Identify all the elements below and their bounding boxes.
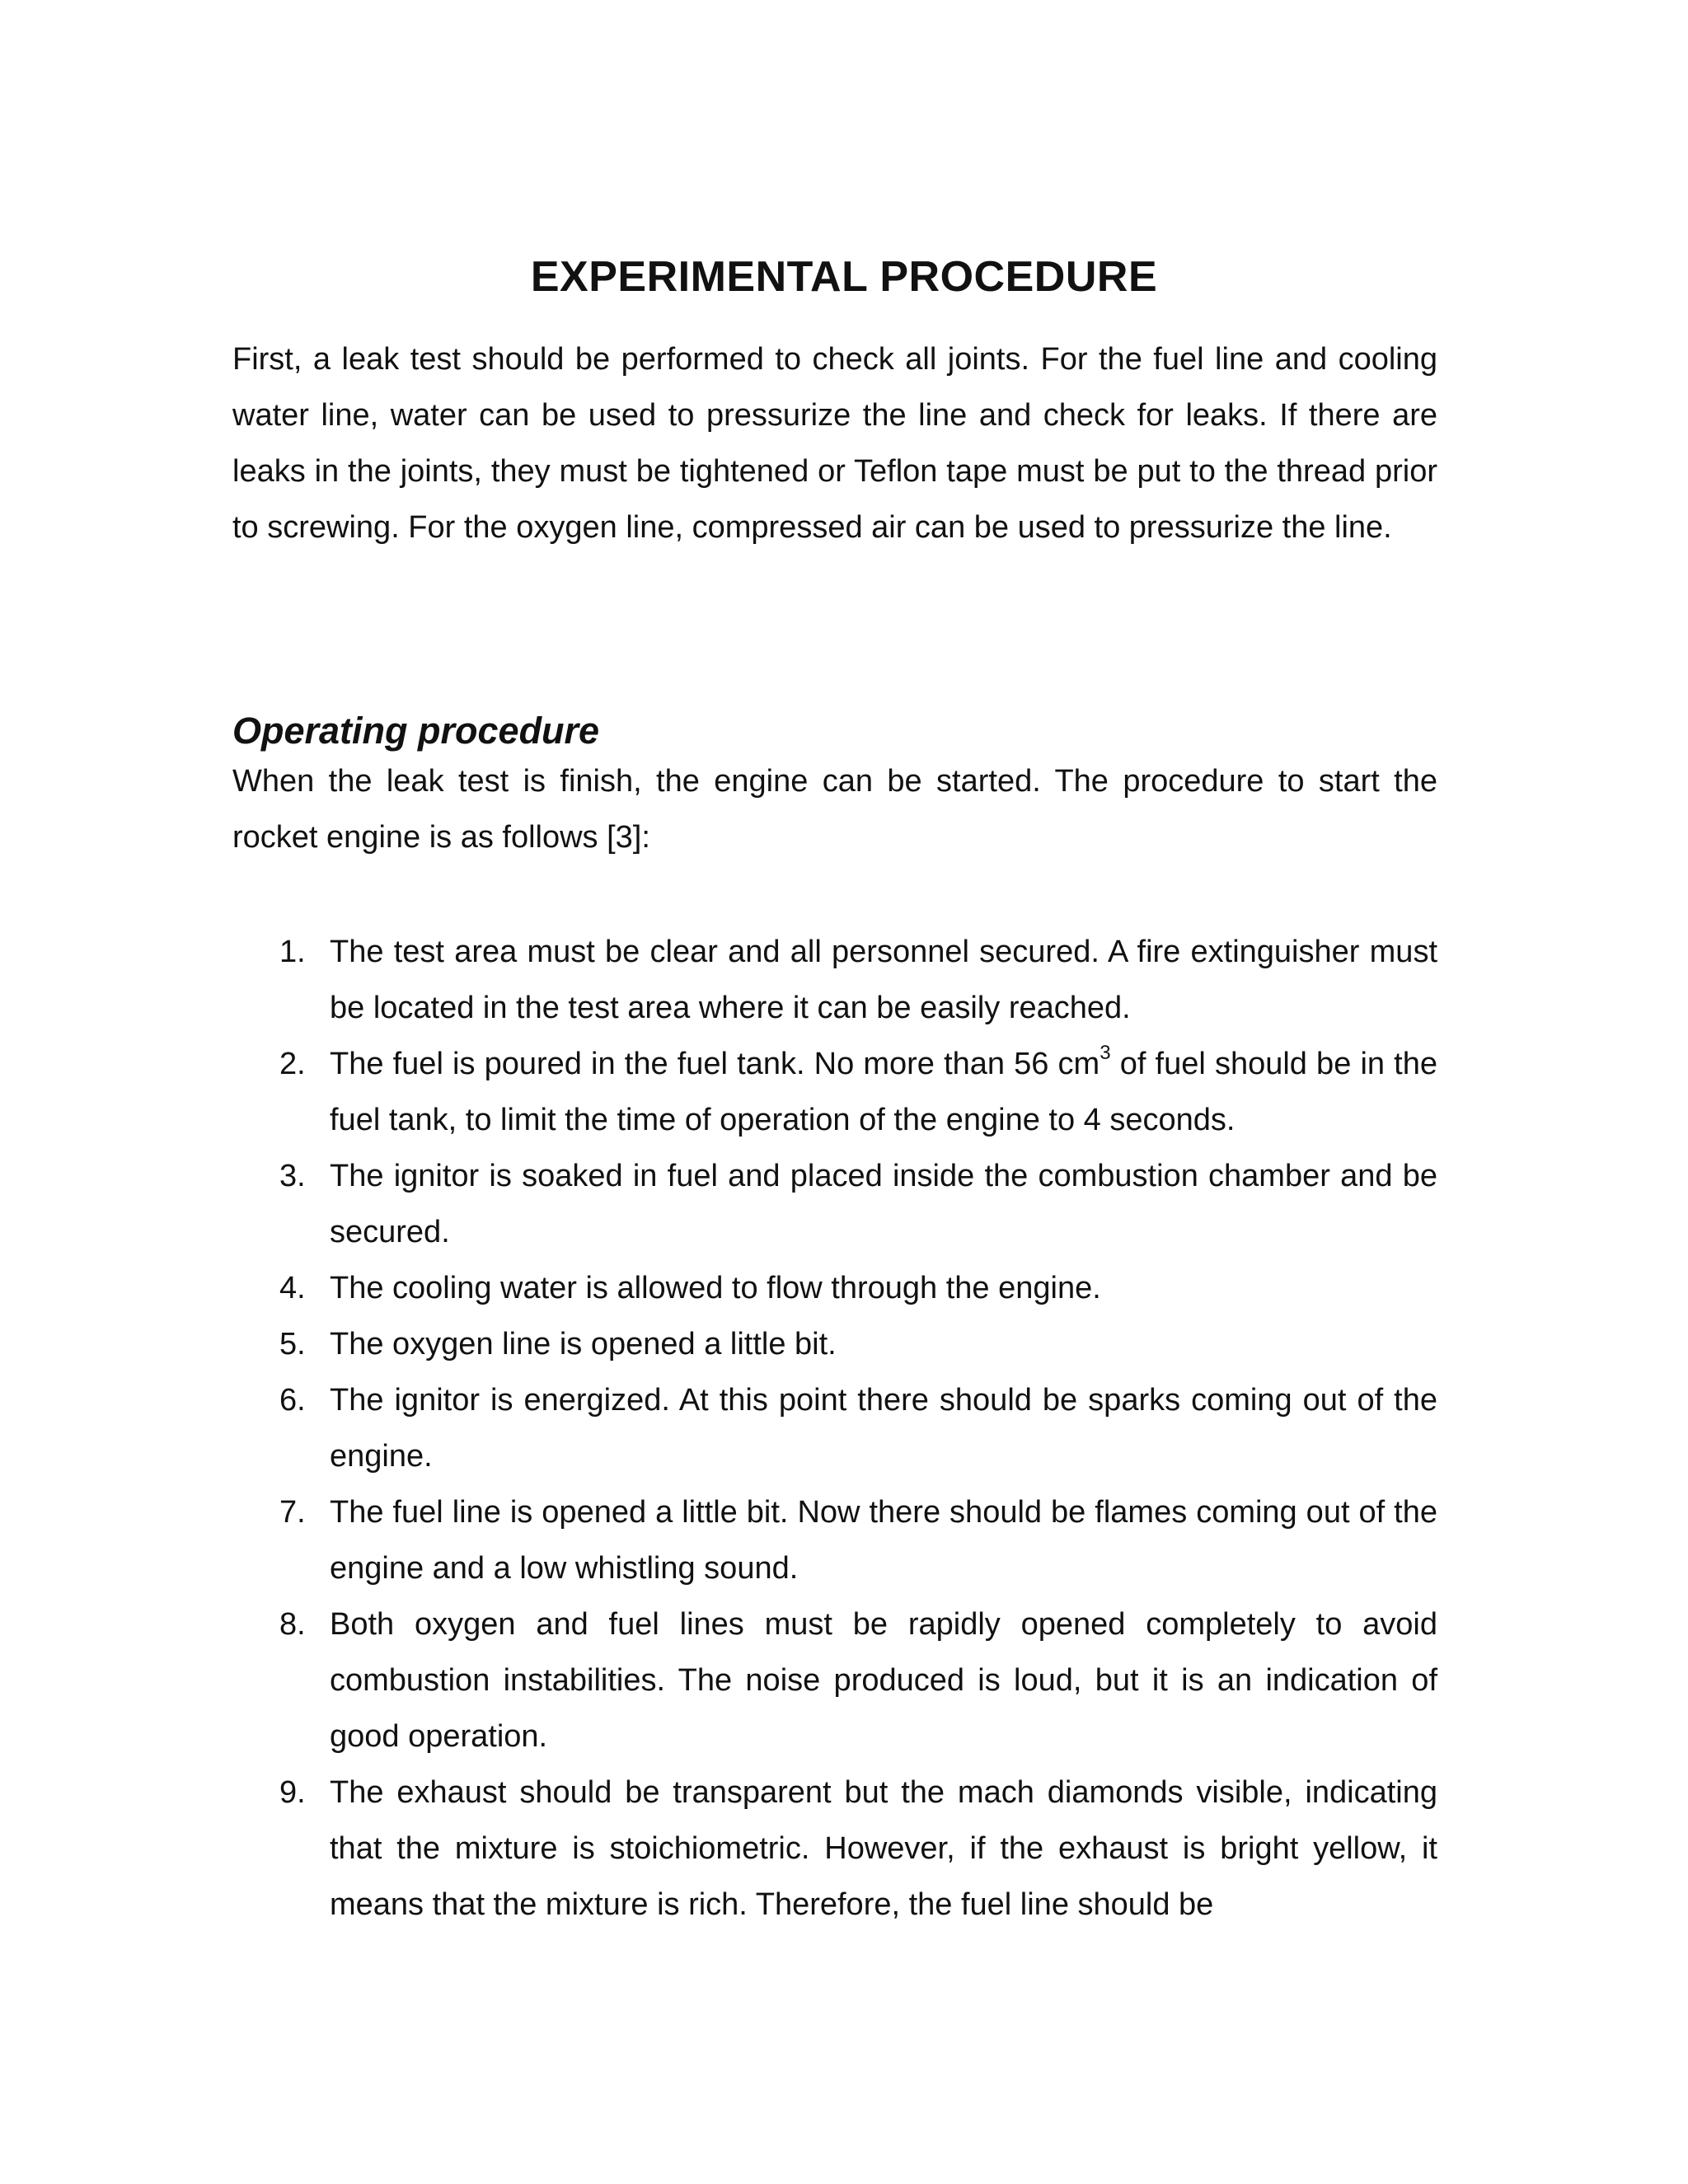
intro-paragraph: First, a leak test should be performed to check all joints. For the fuel line and cooling water line, water can be used to pressurize the line and check for leaks. If there are leaks in the joints, they must be tightened or Teflon tape must be put to the thread prior to screwing. For the oxygen line, compressed air can be used to pressurize the line. — [232, 342, 1437, 545]
step-text: The ignitor is energized. At this point there should be sparks coming out of the engine. — [330, 1383, 1437, 1474]
step-text — [330, 1042, 1437, 1137]
page-title: EXPERIMENTAL PROCEDURE — [530, 252, 1158, 301]
step-number: 7. — [279, 1495, 306, 1530]
step-text: The test area must be clear and all personnel secured. A fire extinguisher must be located in the test area where it can be easily reached. — [330, 935, 1437, 1025]
superscript: 3 — [1100, 1042, 1111, 1064]
section-heading: Operating procedure — [232, 710, 600, 752]
step-text-after: of fuel should be in the fuel tank, to limit the time of operation of the engine to 4 seconds. — [330, 1047, 1437, 1137]
step-text-before: The fuel is poured in the fuel tank. No more than 56 cm — [330, 1047, 1100, 1081]
step-text: The ignitor is soaked in fuel and placed inside the combustion chamber and be secured. — [330, 1159, 1437, 1249]
step-text: The exhaust should be transparent but the mach diamonds visible, indicating that the mixture is stoichiometric. However, if the exhaust is bright yellow, it means that the mixture is rich. Therefore, the fuel line should be — [330, 1775, 1437, 1922]
procedure-step-1 — [232, 924, 1437, 1036]
procedure-steps-list — [232, 924, 1437, 1933]
step-text: The oxygen line is opened a little bit. — [330, 1327, 837, 1361]
section-intro-paragraph: When the leak test is finish, the engine can be started. The procedure to start the rocket engine is as follows [3]: — [232, 764, 1437, 855]
step-text: The fuel line is opened a little bit. Now there should be flames coming out of the engine and a low whistling sound. — [330, 1495, 1437, 1586]
step-number: 9. — [279, 1775, 306, 1810]
step-number: 8. — [279, 1607, 306, 1642]
step-number: 5. — [279, 1327, 306, 1361]
procedure-step-7 — [232, 1484, 1437, 1596]
step-number: 6. — [279, 1383, 306, 1418]
procedure-step-5 — [232, 1316, 1437, 1372]
step-number: 3. — [279, 1159, 306, 1193]
step-text: Both oxygen and fuel lines must be rapidly opened completely to avoid combustion instabilities. The noise produced is loud, but it is an indication of good operation. — [330, 1607, 1437, 1754]
step-number: 4. — [279, 1271, 306, 1305]
step-text: The cooling water is allowed to flow through the engine. — [330, 1271, 1101, 1305]
procedure-step-9 — [232, 1765, 1437, 1933]
step-number: 2. — [279, 1047, 306, 1081]
step-number: 1. — [279, 935, 306, 969]
procedure-step-8 — [232, 1596, 1437, 1765]
procedure-step-4 — [232, 1260, 1437, 1316]
procedure-step-3 — [232, 1148, 1437, 1260]
procedure-step-2 — [232, 1036, 1437, 1148]
procedure-step-6 — [232, 1372, 1437, 1484]
